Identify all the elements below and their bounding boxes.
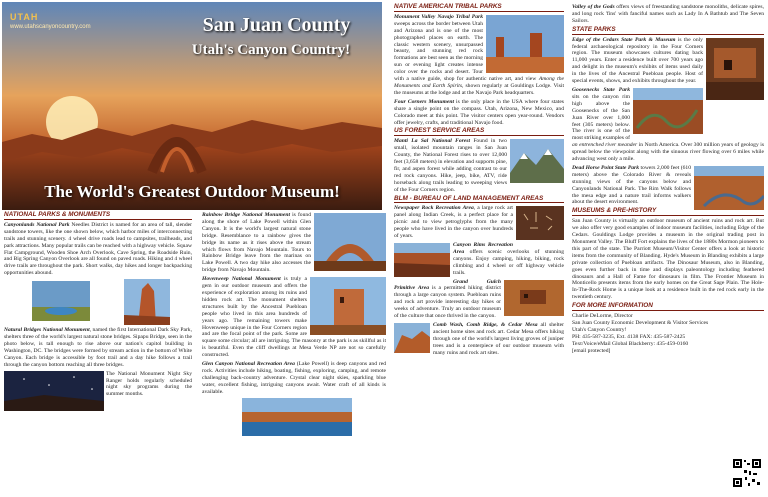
newspaper-rock-paragraph bbox=[394, 205, 564, 240]
dead-horse-point-photo bbox=[694, 166, 764, 210]
qr-code-icon[interactable] bbox=[732, 458, 762, 488]
canyon-rims-photo bbox=[394, 243, 450, 277]
section-heading-blm: BLM - BUREAU OF LAND MANAGEMENT AREAS bbox=[394, 196, 564, 204]
column-monuments bbox=[202, 212, 386, 438]
monument-valley-photo bbox=[486, 15, 564, 73]
natural-bridges-name: Natural Bridges National Monument bbox=[4, 327, 90, 334]
hovenweep-text: is truly a gem in our outdoor museum and offers the experience of exploration among its ruins and hidden rock art. The monument shelters structures built by the Ancestral Puebloan people who lived in this area hundreds of years ago. The remaining towers make Hovenweep unique in the Four Corners region and are the focal point of the park. Some are square some circular; all are intriguing. The masonry at the park is as skillful as it is beautiful. Even the cliff dwellings at Mesa Verde NP are not so carefully constructed. bbox=[202, 276, 386, 359]
edge-of-cedars-text: is the only federal archaeological repository in the Four Corners region. The museum showcases cultures dating back 11,000 years. Enter a residence built over 700 years ago and delight in the museum's exhibits of items used daily in the lives of the Ancestral Puebloan people. Host of special events, shows, and exhibits throughout the year. bbox=[572, 36, 703, 85]
newspaper-rock-photo bbox=[516, 206, 564, 240]
contact-email[interactable]: [email protected] bbox=[572, 347, 611, 354]
section-heading-national-parks: NATIONAL PARKS & MONUMENTS bbox=[4, 212, 192, 220]
glen-canyon-paragraph bbox=[202, 361, 386, 396]
night-sky-row bbox=[4, 371, 192, 419]
dead-horse-text: towers 2,000 feet (610 meters) above the Colorado River & reveals stunning views of the canyons below and Canyonlands National Park. The Rim Walk follows the mesa edge and a nature trail informs walkers about the desert environment. bbox=[572, 164, 691, 206]
newspaper-rock-name: Newspaper Rock Recreation Area bbox=[394, 205, 474, 212]
canyon-rims-paragraph bbox=[394, 242, 564, 277]
dead-horse-paragraph bbox=[572, 165, 764, 206]
goosenecks-photo bbox=[633, 88, 703, 134]
rainbow-bridge-paragraph bbox=[202, 212, 386, 274]
section-heading-museums: MUSEUMS & PRE-HISTORY bbox=[572, 208, 764, 216]
needles-photo bbox=[32, 281, 90, 321]
comb-wash-text: all shelter ancient home sites and rock art. Cedar Mesa offers hiking through one of the world's largest living groves of juniper trees and is a centerpiece of our outdoor museum with many ruins and rock art sites. bbox=[433, 321, 564, 356]
website-link[interactable]: www.utahscanyoncountry.com bbox=[10, 24, 91, 30]
rainbow-bridge-name: Rainbow Bridge National Monument bbox=[202, 212, 291, 218]
grand-gulch-photo bbox=[504, 280, 564, 316]
night-sky-photo bbox=[4, 371, 104, 411]
column-state-parks bbox=[572, 4, 764, 355]
canyonlands-paragraph bbox=[4, 222, 192, 277]
section-heading-forest-service: US FOREST SERVICE AREAS bbox=[394, 128, 564, 136]
natural-bridges-text: , named the first International Dark Sky Park, shelters three of the world's largest natural stone bridges. Sipapu Bridge, seen in the photo below, is tall enough to rise above our nation's capitol building in Washington, DC. The bridges were formed by stream action in the bottom of White Canyon. Each bridge is accessible by foot trail and a day hike follows a trail through the canyon bottom reaching all three bridges. bbox=[4, 327, 193, 368]
four-corners-name: Four Corners Monument bbox=[394, 98, 454, 105]
comb-wash-paragraph bbox=[394, 322, 564, 357]
glen-canyon-text: (Lake Powell) is deep canyons and red rock. Activities include hiking, boating, fishing, exploring, camping, and remote challenging back-country adventure. Crystal clear night skies, sparkling blue water, excellent fishing, intriguing canyons await. Water craft of all kinds is available. bbox=[202, 361, 386, 395]
edge-of-cedars-name: Edge of the Cedars State Park & Museum bbox=[572, 36, 676, 43]
monument-valley-paragraph bbox=[394, 14, 564, 97]
canyon-rims-text: offers scenic overlooks of stunning canyons. Enjoy camping, hiking, biking, rock climbing and 4 wheel or off highway vehicle trails. bbox=[453, 248, 564, 276]
valley-of-the-gods-name: Valley of the Gods bbox=[572, 4, 615, 10]
lake-powell-photo bbox=[242, 398, 352, 436]
hovenweep-paragraph bbox=[202, 276, 386, 359]
grand-gulch-name: Grand Gulch Primitive Area bbox=[394, 278, 501, 292]
goosenecks-text: sits on the canyon rim high above the Goosenecks of the San Juan River over 1,000 feet (305 meters) below. The river is one of the most striking examples of bbox=[572, 93, 630, 142]
page-title: San Juan County bbox=[202, 14, 351, 36]
manti-la-sal-paragraph bbox=[394, 138, 564, 193]
grand-gulch-text: is a permitted hiking district through a large canyon system. Puebloan ruins and rock art provide interesting day hikes or weeks of adventure. Truly an outdoor museum of the culture that once thrived in the canyon. bbox=[394, 285, 501, 320]
grand-gulch-paragraph bbox=[394, 279, 564, 320]
entrenched-meander-term: an entrenched river meander bbox=[572, 142, 638, 149]
dead-horse-name: Dead Horse Point State Park bbox=[572, 164, 640, 171]
four-corners-text: is the only place in the USA where four states share a single point on the compass. Utah, Arizona, New Mexico, and Colorado meet at this point. The visitor centers open year-round. Vendors offer jewelry, crafts, and traditional Navajo food. bbox=[394, 98, 564, 126]
canyonlands-text: Needles District is named for an area of tall, slender sandstone towers, like the one shown below, which harbor miles of interconnecting trails and stunning scenery. 4 wheel drive roads lead to campsites, trailheads, and park attractions. Many popular trails can be reached with a highway vehicle. Squaw Flat Campground, Wooden Shoe Arch Overlook, Cave Spring, the Roadside Ruin, and Big Spring Canyon Overlook are all found on paved roads. Hiking and 4 wheel drive trails are throughout the park. Short walks, day hikes and longer backpacking opportunities abound. bbox=[4, 221, 192, 277]
natural-bridges-paragraph bbox=[4, 327, 192, 368]
monument-valley-text: sweeps across the border between Utah and Arizona and is one of the most photographed places on earth. The classic western scenery, unsurpassed beauty, and stunning red rock formations are best seen as the morning sun or evening light creates intense color over the rocks and desert. Tour with a native guide, shop for authentic native art, and view bbox=[394, 20, 539, 83]
manti-la-sal-text: Found in two small, isolated mountain ranges in San Juan County, the National Forest rises to over 12,000 feet (3,658 meters) in elevation and supports pine, fir, and aspen forest while adding contrast to our red rock canyons. Hike, jeep, bike, ATV, ride horseback along trails leading to sweeping views of the Four Corners region. bbox=[394, 138, 507, 193]
canyon-rims-name: Canyon Rims Recreation Area bbox=[453, 242, 513, 255]
manti-la-sal-name: Manti La Sal National Forest bbox=[394, 138, 471, 145]
goosenecks-text-2: in North America. Over 300 million years of geology is spread below the viewpoint along with the sinuous river flowing over 6 miles while advancing west only a mile. bbox=[572, 142, 764, 163]
edge-of-cedars-photo bbox=[706, 38, 764, 100]
rainbow-bridge-photo bbox=[314, 213, 386, 271]
utah-logo: UTAH bbox=[10, 12, 39, 22]
contact-line: Utah's Canyon Country! bbox=[572, 326, 627, 333]
valley-of-the-gods-text: offers views of freestanding sandstone monoliths, delicate spires, and long rock 'fins' with fanciful names such as Lady In A Bathtub and The Seven Sailors. bbox=[572, 4, 764, 24]
night-sky-caption: The National Monument Night Sky Ranger holds regularly scheduled night sky programs during the summer months. bbox=[106, 370, 192, 398]
hovenweep-tower-photo bbox=[310, 277, 386, 335]
museums-paragraph: San Juan County is virtually an outdoor museum of ancient ruins and rock art. But we also offer very good examples of indoor museum facilities, including Edge of the Cedars. Gouldings Lodge provides a museum in the original trading post in Monument Valley. The Bluff Fort explains the lives of the 1880s Mormon pioneers to this part of the state. The Parriott Museum/Visitor Center offers a look at historic items from the community of Blanding. Hyde's Museum in Blanding exhibits a large private collection of Puebloan artifacts. The Dinosaur Museum, also in Blanding, goes even further back in time and displays paleontology including feathered dinosaurs and a Hall of Fame for dinosaurs in film. The Frontier Museum in Monticello presents items from the early homes on the Great Sage Plain. The Hole-In-The-Rock Home is a unique look at a residence built in the red rock early in the twentieth century. bbox=[572, 218, 764, 301]
section-heading-tribal-parks: NATIVE AMERICAN TRIBAL PARKS bbox=[394, 4, 564, 12]
glen-canyon-name: Glen Canyon National Recreation Area bbox=[202, 361, 295, 368]
contact-mobile: Text/Voice/eMail Global Blackberry: 435-459-0160 bbox=[572, 340, 689, 347]
tagline: The World's Greatest Outdoor Museum! bbox=[44, 182, 340, 201]
column-tribal-parks bbox=[394, 4, 564, 359]
hero-banner bbox=[2, 2, 382, 210]
monument-valley-text-2: , shown regularly at Gouldings Lodge. Visit the museums at the lodge and at the Navajo Park headquarters. bbox=[394, 82, 565, 96]
canyonlands-photo-row bbox=[4, 279, 192, 327]
hovenweep-name: Hovenweep National Monument bbox=[202, 276, 281, 283]
section-heading-more-info: FOR MORE INFORMATION bbox=[572, 303, 764, 311]
newspaper-rock-text: , a large rock art panel along Indian Creek, is a perfect place for a picnic and to view petroglyphs from the many people who have lived in the canyon over hundreds of years. bbox=[394, 205, 513, 240]
contact-line: San Juan County Economic Development & Visitor Services bbox=[572, 319, 709, 326]
contact-line: Charlie DeLorme, Director bbox=[572, 313, 633, 320]
rainbow-bridge-text: is found along the shore of Lake Powell within Glen Canyon. It is the world's largest natural stone bridge. Resemblance to a rainbow gives the bridge its name as it rises above the stream which flows from Navajo Mountain. Tours to Rainbow Bridge leave from the marinas on Lake Powell. A two day hike also accesses the bridge from Navajo Mountain. bbox=[202, 212, 311, 274]
page-subtitle: Utah's Canyon Country! bbox=[191, 42, 351, 58]
contact-block bbox=[572, 313, 722, 354]
contact-phone: PH: 435-587-3235, Ext. 4138 FAX: 435-587-2425 bbox=[572, 333, 686, 340]
four-corners-paragraph bbox=[394, 99, 564, 127]
valley-of-the-gods-paragraph bbox=[572, 4, 764, 25]
sandstone-tower-photo bbox=[124, 279, 170, 325]
goosenecks-name: Goosenecks State Park bbox=[572, 86, 630, 93]
column-national-parks bbox=[4, 212, 192, 419]
la-sal-mountains-photo bbox=[510, 139, 564, 183]
comb-wash-name: Comb Wash, Comb Ridge, & Cedar Mesa bbox=[433, 321, 538, 328]
canyonlands-name: Canyonlands National Park bbox=[4, 221, 70, 228]
monument-valley-name: Monument Valley Navajo Tribal Park bbox=[394, 13, 483, 20]
comb-ridge-photo bbox=[394, 323, 430, 353]
edge-of-cedars-paragraph bbox=[572, 37, 764, 85]
section-heading-state-parks: STATE PARKS bbox=[572, 27, 764, 35]
monument-valley-show-title: Among the Monuments and Earth Spirits bbox=[394, 76, 564, 89]
